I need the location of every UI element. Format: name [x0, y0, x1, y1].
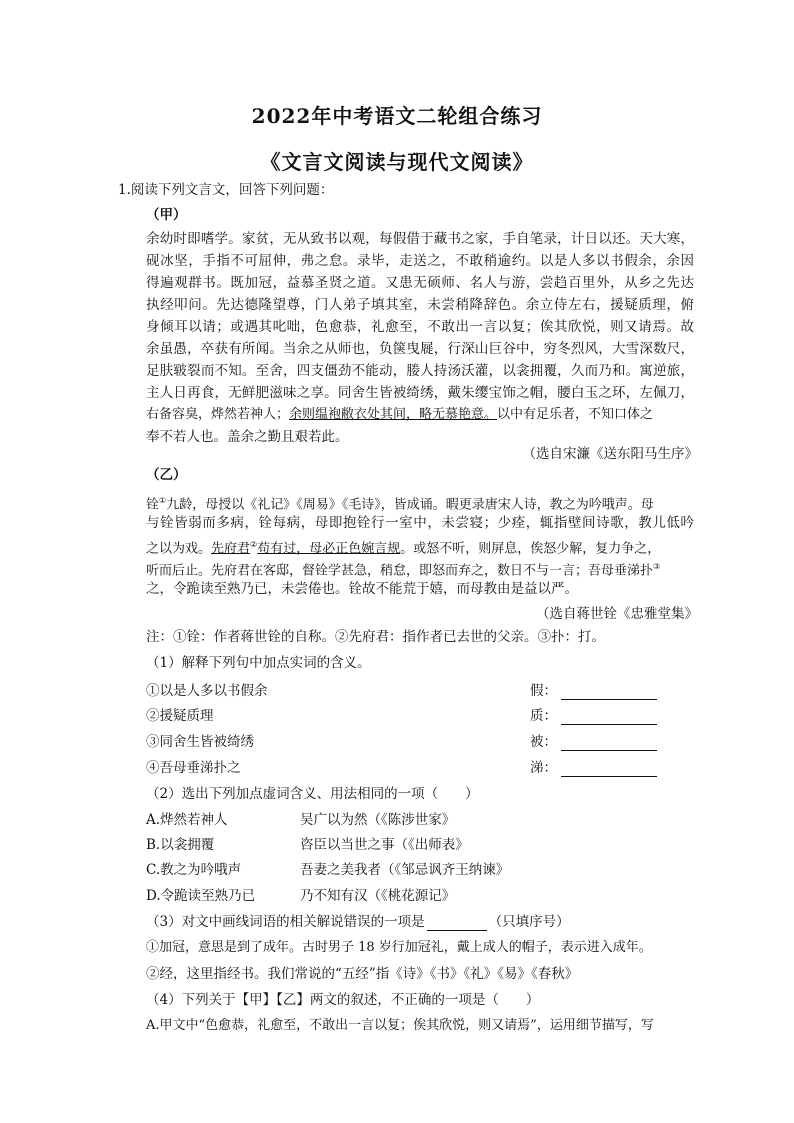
question-1-2: （2）选出下列加点虚词含义、用法相同的一项（ ）	[146, 786, 479, 802]
vocab-item: ①以是人多以书假余 假：	[146, 682, 546, 700]
option-item[interactable]: D.令跪读至熟乃已 乃不知有汉（《桃花源记》	[146, 888, 456, 904]
option-item[interactable]: C.教之为吟哦声 吾妻之美我者（《邹忌讽齐王纳谏》	[146, 862, 510, 878]
question-1-4: （4）下列关于【甲】【乙】两文的叙述，不正确的一项是（ ）	[146, 992, 540, 1008]
vocab-item: ③同舍生皆被绮绣 被：	[146, 733, 546, 751]
passage-line: 得遍观群书。既加冠，益慕圣贤之道。又患无硕师、名人与游，尝趋百里外，从乡之先达	[146, 275, 694, 291]
underlined-phrase: 先府君	[211, 541, 251, 557]
passage-line: 身倾耳以请；或遇其叱咄，色愈恭，礼愈至，不敢出一言以复；俟其欣悦，则又请焉。故	[146, 319, 694, 335]
question-1-intro: 1.阅读下列文言文，回答下列问题：	[118, 182, 334, 198]
passage-line: 砚冰坚，手指不可屈伸，弗之怠。录毕，走送之，不敢稍逾约。以是人多以书假余，余因	[146, 253, 694, 269]
page-title: 2022年中考语文二轮组合练习	[251, 104, 543, 128]
passage-jia-label: （甲）	[146, 207, 187, 223]
passage-line: 右备容臭，烨然若神人；余则缊袍敝衣处其间，略无慕艳意。以中有足乐者，不知口体之	[146, 407, 654, 422]
answer-blank[interactable]	[427, 916, 487, 931]
passage-line: 奉不若人也。盖余之勤且艰若此。	[146, 429, 349, 445]
passage-line: 之以为戏。先府君②苟有过，母必正色婉言规。或怒不听，则屏息，俟怒少解，复力争之，	[146, 540, 661, 557]
underlined-phrase: 余则缊袍敝衣处其间，略无慕艳意。	[289, 407, 498, 422]
page-subtitle: 《文言文阅读与现代文阅读》	[260, 150, 534, 174]
passage-yi-label: （乙）	[146, 467, 187, 483]
passage-line: 执经叩问。先达德隆望尊，门人弟子填其室，未尝稍降辞色。余立侍左右，援疑质理，俯	[146, 297, 694, 313]
passage-line: 主人日再食，无鲜肥滋味之享。同舍生皆被绮绣，戴朱缨宝饰之帽，腰白玉之环，左佩刀，	[146, 385, 694, 401]
vocab-item: ④吾母垂涕扑之 涕：	[146, 759, 546, 777]
passage-line: 余幼时即嗜学。家贫，无从致书以观，每假借于藏书之家，手自笔录，计日以还。天大寒，	[146, 231, 694, 247]
option-item: ①加冠，意思是到了成年。古时男子 18 岁行加冠礼，戴上成人的帽子，表示进入成年。	[146, 940, 652, 955]
question-1-1: （1）解释下列句中加点实词的含义。	[146, 655, 371, 671]
source-citation: （选自蒋世铨《忠雅堂集》	[536, 606, 698, 622]
passage-line: 铨①九龄，母授以《礼记》《周易》《毛诗》，皆成诵。暇更录唐宋人诗，教之为吟哦声。母	[146, 496, 654, 513]
answer-blank[interactable]	[561, 762, 657, 777]
passage-line: 听而后止。先府君在客邸，督铨学甚急，稍怠，即怒而弃之，数日不与一言；吾母垂涕扑③	[146, 562, 661, 579]
option-item[interactable]: B.以衾拥覆 咨臣以当世之事（《出师表》	[146, 837, 469, 853]
question-1-3: （3）对文中画线词语的相关解说错误的一项是 （只填序号）	[146, 914, 570, 930]
underlined-phrase: 苟有过，母必正色婉言规	[257, 541, 401, 557]
passage-line: 与铨皆弱而多病，铨每病，母即抱铨行一室中，未尝寝；少痊，辄指壁间诗歌，教儿低吟	[146, 515, 694, 531]
passage-line: 足肤皲裂而不知。至舍，四支僵劲不能动，媵人持汤沃灌，以衾拥覆，久而乃和。寓逆旅，	[146, 363, 694, 379]
source-citation: （选自宋濂《送东阳马生序》	[522, 446, 698, 462]
passage-line: 余虽愚，卒获有所闻。当余之从师也，负箧曳屣，行深山巨谷中，穷冬烈风，大雪深数尺，	[146, 341, 694, 357]
option-item[interactable]: A.烨然若神人 吴广以为然（《陈涉世家》	[146, 812, 456, 828]
option-item[interactable]: A.甲文中“色愈恭，礼愈至，不敢出一言以复；俟其欣悦，则又请焉”，运用细节描写，写	[146, 1018, 654, 1033]
option-item: ②经，这里指经书。我们常说的“五经”指《诗》《书》《礼》《易》《春秋》	[146, 966, 579, 982]
answer-blank[interactable]	[561, 710, 657, 725]
annotations: 注：①铨：作者蒋世铨的自称。②先府君：指作者已去世的父亲。③扑：打。	[146, 629, 605, 645]
vocab-item: ②援疑质理 质：	[146, 707, 546, 725]
answer-blank[interactable]	[561, 685, 657, 700]
answer-blank[interactable]	[561, 736, 657, 751]
passage-line: 之，令跪读至熟乃已，未尝倦也。铨故不能荒于嬉，而母教由是益以严。	[146, 581, 578, 597]
